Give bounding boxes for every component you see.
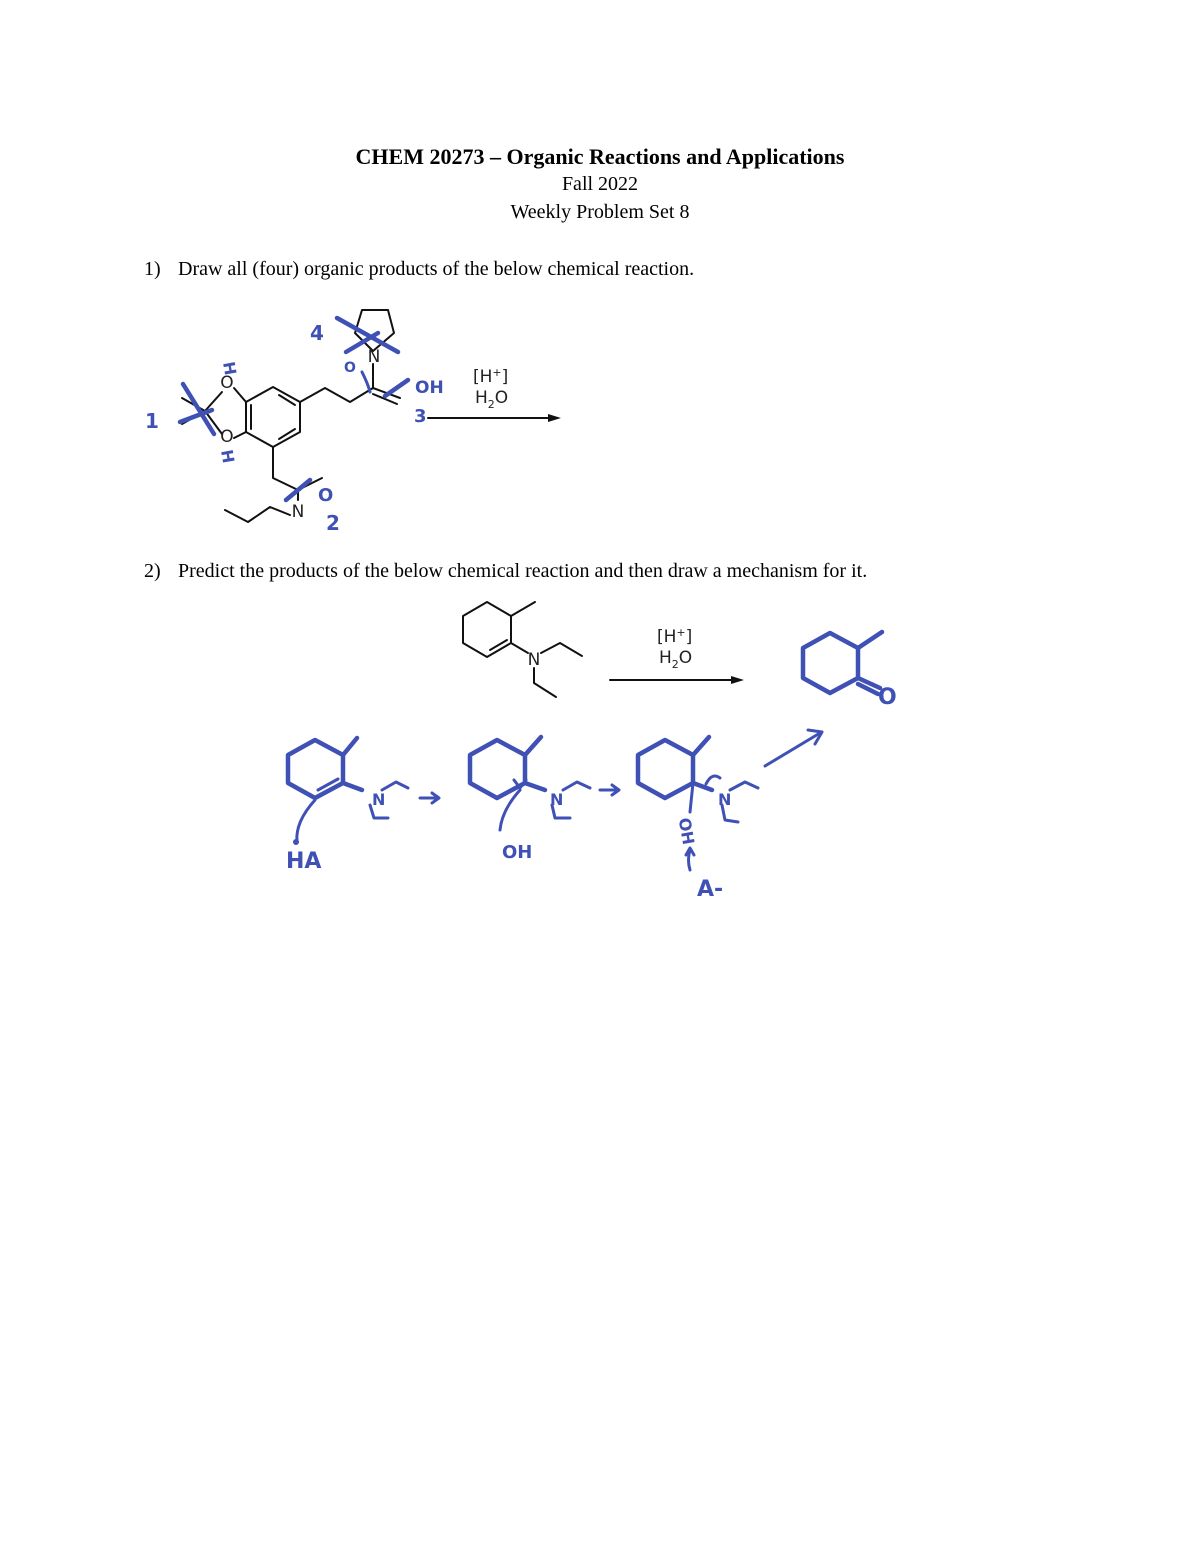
q2-base-a-minus-label: A- xyxy=(697,877,724,902)
q1-site-3-label: 3 xyxy=(414,406,427,427)
q2-step3-nitrogen: N xyxy=(718,790,732,809)
question-1-number: 1) xyxy=(144,258,161,280)
question-2-text: Predict the products of the below chemical reaction and then draw a mechanism for it. xyxy=(178,560,868,582)
q1-hydrogen-bottom-label: H xyxy=(217,448,239,465)
q1-benzene-ring xyxy=(246,387,300,447)
q1-site-2-label: 2 xyxy=(326,511,340,535)
page-title: CHEM 20273 – Organic Reactions and Applications xyxy=(355,144,845,169)
q1-site-1-label: 1 xyxy=(145,409,159,433)
q2-mechanism-step-3 xyxy=(638,730,822,902)
q1-oxygen-top: O xyxy=(220,373,234,393)
q1-site-4-label: 4 xyxy=(310,321,324,345)
q2-step2-oh-label: OH xyxy=(502,842,533,863)
q1-oxygen-bottom: O xyxy=(220,427,234,447)
q2-handwritten-product xyxy=(803,632,897,710)
q2-acid-label: [H+] xyxy=(657,626,693,647)
q1-nitrogen-pyrrolidine: N xyxy=(367,347,381,367)
question-1-text: Draw all (four) organic products of the below chemical reaction. xyxy=(178,258,695,280)
q2-mechanism-step-1 xyxy=(286,738,439,874)
q2-cyclohexene-ring xyxy=(463,602,511,657)
q2-nitrogen: N xyxy=(527,650,541,670)
q1-conditions xyxy=(428,366,561,422)
course-term: Fall 2022 xyxy=(561,173,639,195)
q1-amine-oxygen-label: O xyxy=(318,485,334,506)
q1-pyrrolidine-oxygen-label: O xyxy=(344,360,356,376)
q2-product-oxygen: O xyxy=(878,685,897,710)
q1-acid-label: [H+] xyxy=(473,366,509,387)
question-2-number: 2) xyxy=(144,560,161,582)
q1-hydrogen-top-label: H xyxy=(219,360,241,377)
q2-reactant-structure xyxy=(463,602,582,697)
problem-set-title: Weekly Problem Set 8 xyxy=(510,201,690,223)
q2-step1-nitrogen: N xyxy=(372,790,386,809)
q2-water-label: $H_2O$ xyxy=(659,648,693,671)
q1-nitrogen-amine: N xyxy=(291,502,305,522)
q2-mechanism-step-2 xyxy=(470,737,619,863)
q2-step2-nitrogen: N xyxy=(550,790,564,809)
q2-acid-ha-label: HA xyxy=(286,849,322,874)
q1-water-label: $H_2O$ xyxy=(475,388,509,411)
q2-conditions xyxy=(610,626,744,684)
q2-step3-oh-label: OH xyxy=(674,816,699,847)
q1-oh-label: OH xyxy=(415,378,444,398)
